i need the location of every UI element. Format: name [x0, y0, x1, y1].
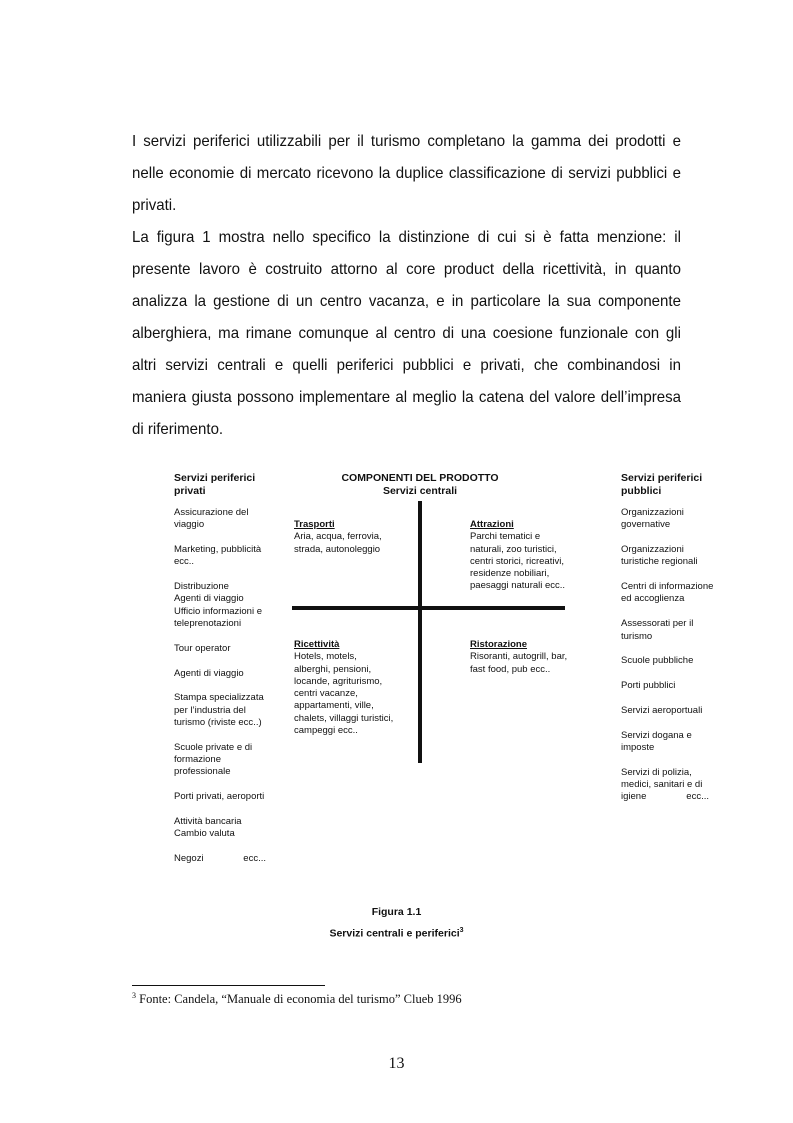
- quadrant-horizontal-axis: [292, 606, 565, 610]
- center-title: COMPONENTI DEL PRODOTTO Servizi centrali: [341, 472, 499, 497]
- right-column-title: Servizi periferici pubblici: [621, 472, 703, 497]
- left-column-title: Servizi periferici privati: [174, 472, 256, 497]
- list-item: Servizi di polizia, medici, sanitari e di igiene ecc...: [621, 766, 709, 803]
- list-item: Organizzazioni governative: [621, 507, 684, 531]
- quadrant-vertical-axis: [418, 501, 422, 763]
- figure-caption-title: Servizi centrali e periferici$^3$: [329, 927, 464, 940]
- footnote-divider: [132, 985, 325, 986]
- list-item: Tour operator: [174, 642, 231, 654]
- quadrant-ricettivita: Ricettività Hotels, motels, alberghi, pensioni, locande, agriturismo, centri vacanze, appartamenti, ville, chalets, villaggi turistici, campeggi ecc..: [294, 639, 394, 737]
- list-item: Stampa specializzata per l’industria del turismo (riviste ecc..): [174, 692, 264, 729]
- left-column-list: [174, 507, 284, 865]
- quadrant-trasporti: Trasporti Aria, acqua, ferrovia, strada, autonoleggio: [294, 519, 382, 555]
- body-paragraph-1: I servizi periferici utilizzabili per il turismo completano la gamma dei prodotti e nelle economie di mercato ricevono la duplice classificazione di servizi pubblici e privati.: [132, 133, 681, 214]
- list-item: Porti pubblici: [621, 680, 676, 692]
- list-item: Porti privati, aeroporti: [174, 791, 265, 803]
- list-item: Scuole pubbliche: [621, 655, 694, 667]
- list-item: Assicurazione del viaggio: [174, 507, 249, 531]
- body-paragraph-2: La figura 1 mostra nello specifico la distinzione di cui si è fatta menzione: il presente lavoro è costruito attorno al core product della ricettività, in quanto analizza la gestione di un centro vacanza, e in particolare la sua componente alberghiera, ma rimane comunque al centro di una coesione funzionale con gli altri servizi centrali e quelli periferici pubblici e privati, che combinandosi in maniera giusta possono implementare al meglio la catena del valore dell’impresa di riferimento.: [132, 229, 681, 438]
- list-item: Organizzazioni turistiche regionali: [621, 544, 698, 568]
- footnote: $^3$ Fonte: Candela, “Manuale di economia del turismo” Clueb 1996: [132, 991, 462, 1007]
- list-item: Centri di informazione ed accoglienza: [621, 581, 714, 605]
- footnote-mark: 3: [132, 991, 136, 1000]
- list-item: Scuole private e di formazione professionale: [174, 741, 253, 778]
- list-item: Negozi ecc...: [174, 853, 266, 865]
- quadrant-attrazioni: Attrazioni Parchi tematici e naturali, zoo turistici, centri storici, ricreativi, residenze nobiliari, paesaggi naturali ecc..: [470, 519, 566, 592]
- list-item: Servizi aeroportuali: [621, 704, 703, 716]
- list-item: Attività bancaria Cambio valuta: [174, 816, 242, 840]
- quadrant-ristorazione: Ristorazione Risoranti, autogrill, bar, fast food, pub ecc..: [470, 639, 568, 675]
- right-column-list: [621, 507, 731, 804]
- figure-caption-number: Figura 1.1: [371, 906, 422, 918]
- list-item: Servizi dogana e imposte: [621, 729, 692, 754]
- list-item: Assessorati per il turismo: [621, 618, 694, 642]
- footnote-reference[interactable]: 3: [459, 927, 464, 934]
- list-item: Distribuzione Agenti di viaggio Ufficio informazioni e teleprenotazioni: [174, 581, 263, 630]
- page-number: 13: [388, 1055, 405, 1072]
- list-item: Marketing, pubblicità ecc..: [174, 544, 262, 568]
- list-item: Agenti di viaggio: [174, 667, 244, 679]
